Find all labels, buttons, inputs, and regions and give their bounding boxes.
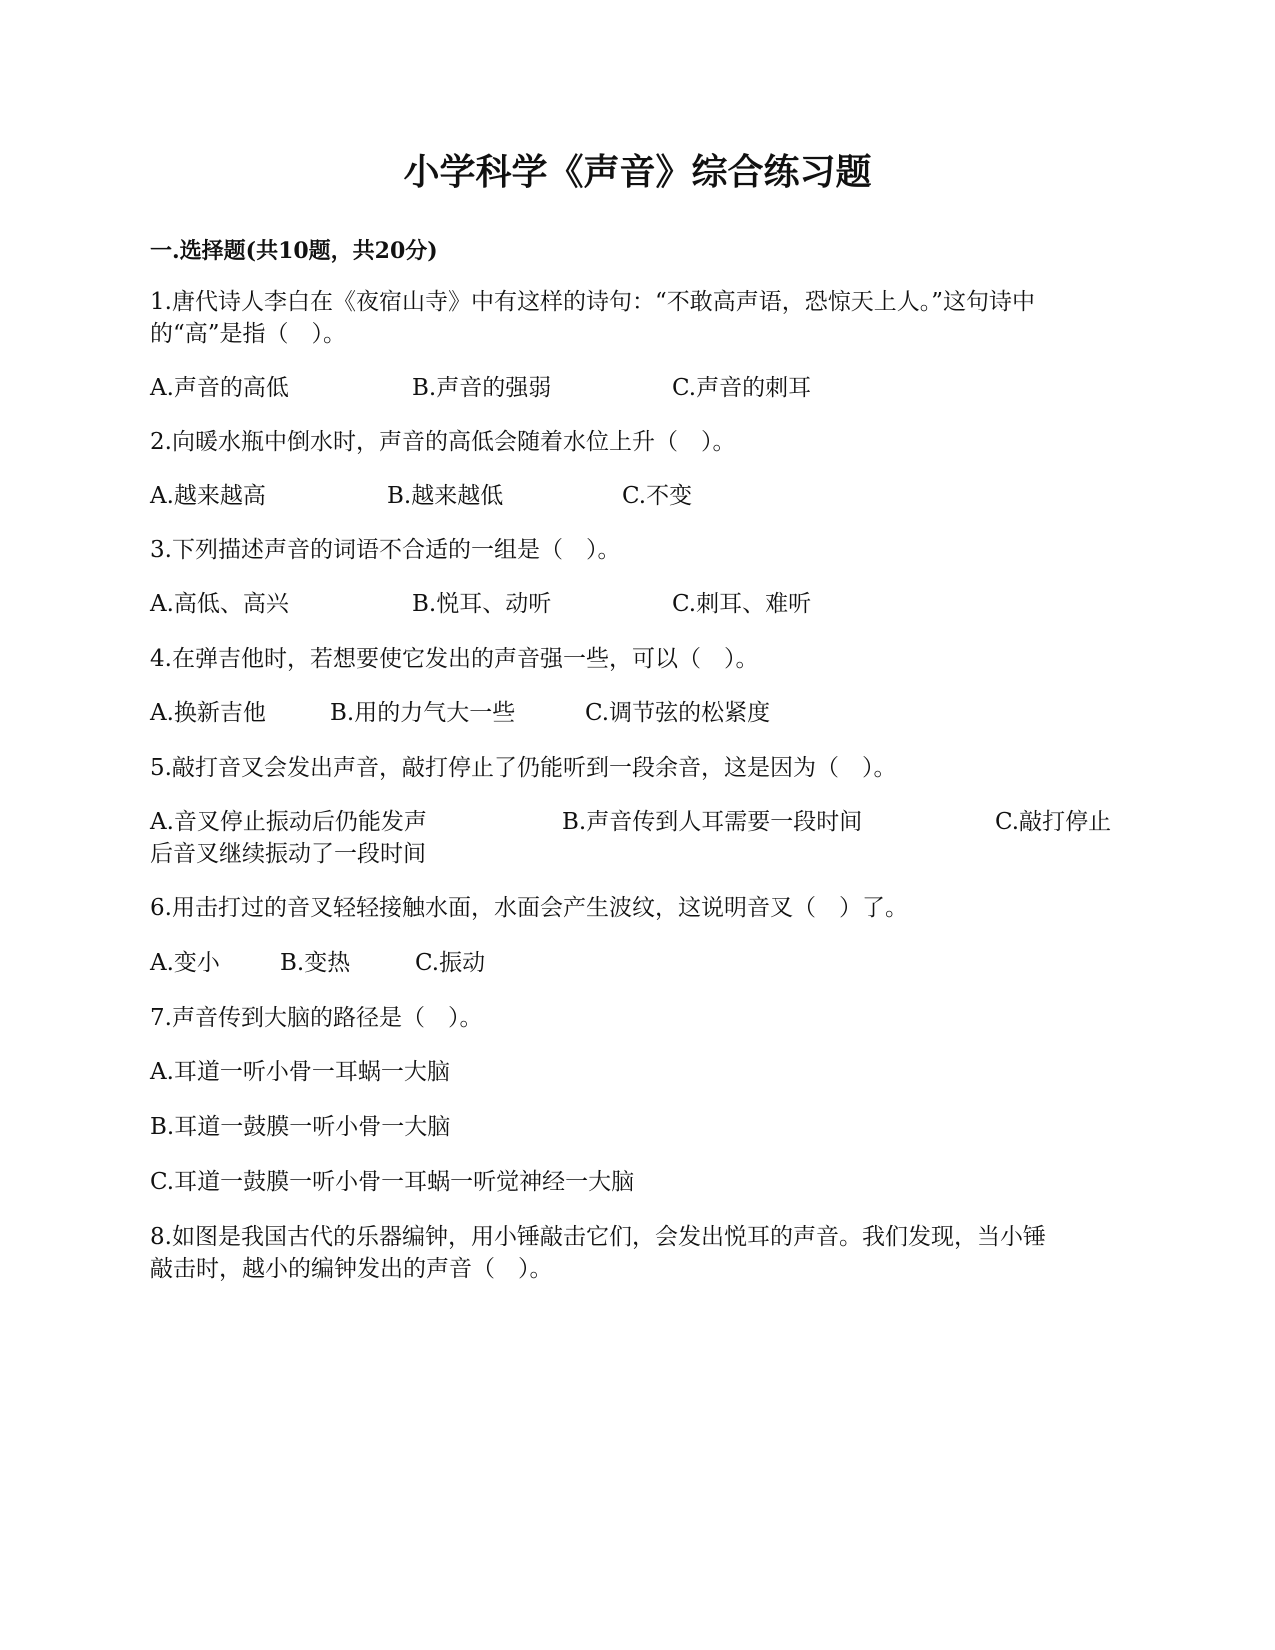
question-5-option-c: C.敲打停止 [995, 809, 1112, 835]
question-7-option-a: A.耳道一听小骨一耳蜗一大脑 [150, 1059, 450, 1085]
question-5-option-b: B.声音传到人耳需要一段时间 [562, 809, 863, 835]
question-2-option-c: C.不变 [622, 483, 693, 509]
question-1-option-b: B.声音的强弱 [412, 375, 552, 401]
question-1-line-1: 1.唐代诗人李白在《夜宿山寺》中有这样的诗句：“不敢高声语，恐惊天上人。”这句诗中 [150, 289, 1035, 315]
page-title: 小学科学《声音》综合练习题 [403, 151, 872, 193]
question-6-option-c: C.振动 [415, 950, 486, 976]
question-4-line-1: 4.在弹吉他时，若想要使它发出的声音强一些，可以（ ）。 [150, 646, 759, 672]
question-1-option-a: A.声音的高低 [150, 375, 289, 401]
section-heading: 一.选择题(共10题，共20分) [150, 238, 438, 264]
question-4-option-a: A.换新吉他 [150, 700, 266, 726]
question-1-line-2: 的“高”是指（ ）。 [150, 321, 347, 347]
question-5-option-c-continued: 后音叉继续振动了一段时间 [150, 841, 426, 867]
question-6-option-a: A.变小 [150, 950, 220, 976]
question-8-line-1: 8.如图是我国古代的乐器编钟，用小锤敲击它们，会发出悦耳的声音。我们发现，当小锤 [150, 1224, 1046, 1250]
question-3-option-b: B.悦耳、动听 [412, 591, 552, 617]
question-5-line-1: 5.敲打音叉会发出声音，敲打停止了仍能听到一段余音，这是因为（ ）。 [150, 755, 897, 781]
question-2-option-b: B.越来越低 [387, 483, 504, 509]
question-5-option-a: A.音叉停止振动后仍能发声 [150, 809, 427, 835]
question-3-line-1: 3.下列描述声音的词语不合适的一组是（ ）。 [150, 537, 621, 563]
question-1-option-c: C.声音的刺耳 [672, 375, 812, 401]
question-4-option-b: B.用的力气大一些 [330, 700, 516, 726]
question-7-line-1: 7.声音传到大脑的路径是（ ）。 [150, 1005, 483, 1031]
question-2-line-1: 2.向暖水瓶中倒水时，声音的高低会随着水位上升（ ）。 [150, 429, 736, 455]
question-6-option-b: B.变热 [280, 950, 351, 976]
question-4-option-c: C.调节弦的松紧度 [585, 700, 771, 726]
question-7-option-c: C.耳道一鼓膜一听小骨一耳蜗一听觉神经一大脑 [150, 1169, 635, 1195]
question-7-option-b: B.耳道一鼓膜一听小骨一大脑 [150, 1114, 451, 1140]
question-6-line-1: 6.用击打过的音叉轻轻接触水面，水面会产生波纹，这说明音叉（ ）了。 [150, 895, 908, 921]
question-3-option-c: C.刺耳、难听 [672, 591, 812, 617]
question-2-option-a: A.越来越高 [150, 483, 266, 509]
question-8-line-2: 敲击时，越小的编钟发出的声音（ ）。 [150, 1256, 553, 1282]
question-3-option-a: A.高低、高兴 [150, 591, 289, 617]
